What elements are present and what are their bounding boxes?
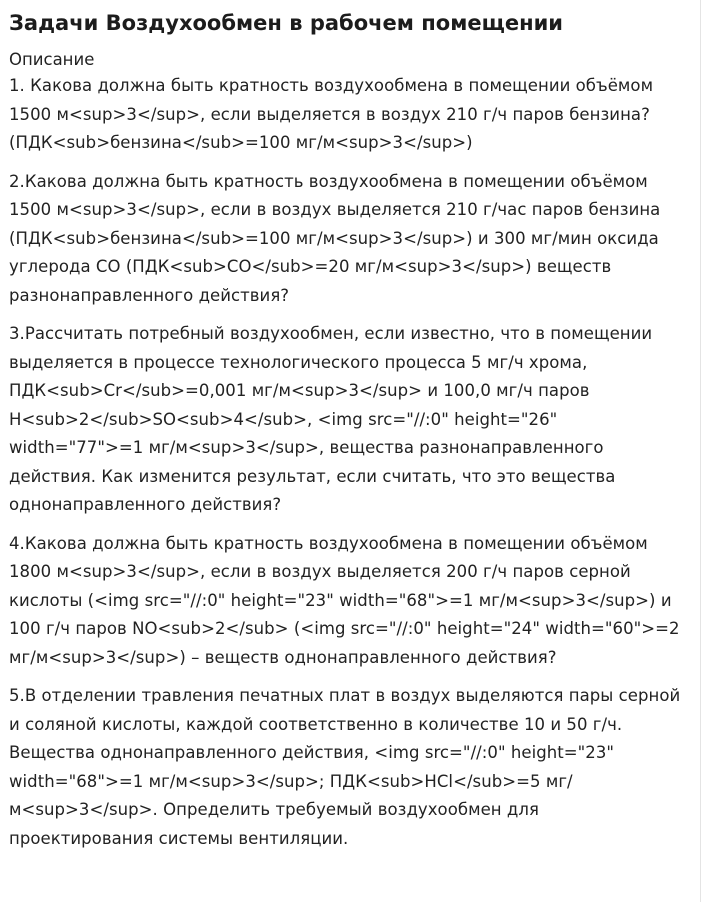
task-2: 2.Какова должна быть кратность воздухообмена в помещении объёмом 1500 м<sup>3</sup>, если в воздух выделяется 210 г/час паров бензина (ПДК<sub>бензина</sub>=100 мг/м<sup>3</sup>) и 300 мг/мин оксида углерода СО (ПДК<sub>CO</sub>=20 мг/м<sup>3</sup>) веществ разнонаправленного действия? <box>9 171 661 305</box>
task-5: 5.В отделении травления печатных плат в воздух выделяются пары серной и соляной кислоты, каждой соответственно в количестве 10 и 50 г/ч. Вещества однонаправленного действия, <img src="//:0" height="23" width="68">=1 мг/м<sup>3</sup>; ПДК<sub>HCl</sub>=5 мг/м<sup>3</sup>. Определить требуемый воздухообмен для проектирования системы вентиляции. <box>9 686 681 848</box>
page-title: Задачи Воздухообмен в рабочем помещении <box>9 11 564 35</box>
task-3: 3.Рассчитать потребный воздухообмен, если известно, что в помещении выделяется в процессе технологического процесса 5 мг/ч хрома, ПДК<sub>Cr</sub>=0,001 мг/м<sup>3</sup> и 100,0 мг/ч паров H<sub>2</sub>SO<sub>4</sub>, <img src="//:0" height="26" width="77">=1 мг/м<sup>3</sup>, вещества разнонаправленного действия. Как изменится результат, если считать, что это вещества однонаправленного действия? <box>9 324 653 514</box>
task-4: 4.Какова должна быть кратность воздухообмена в помещении объёмом 1800 м<sup>3</sup>, если в воздух выделяется 200 г/ч паров серной кислоты (<img src="//:0" height="23" width="68">=1 мг/м<sup>3</sup>) и 100 г/ч паров NO<sub>2</sub> (<img src="//:0" height="24" width="60">=2 мг/м<sup>3</sup>) – веществ однонаправленного действия? <box>9 533 680 667</box>
description-heading: Описание <box>9 50 95 69</box>
task-1: 1. Какова должна быть кратность воздухообмена в помещении объёмом 1500 м<sup>3</sup>, если выделяется в воздух 210 г/ч паров бензина? (ПДК<sub>бензина</sub>=100 мг/м<sup>3</sup>) <box>9 76 654 152</box>
